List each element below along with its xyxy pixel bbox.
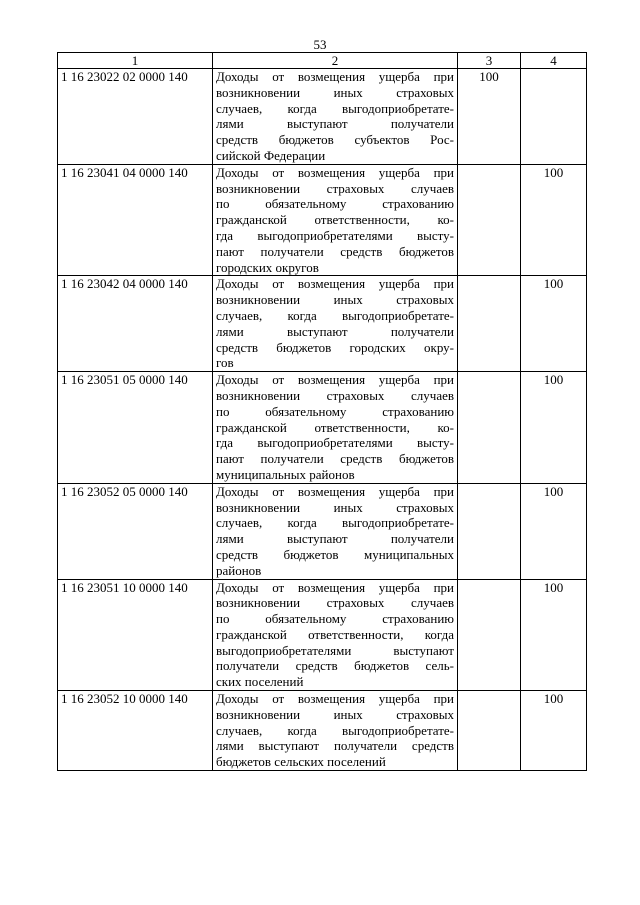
description-line: случаев, когда выгодоприобретате-	[216, 100, 454, 116]
column-header-4: 4	[521, 53, 587, 69]
description-line: муниципальных районов	[216, 466, 355, 482]
revenue-description	[213, 579, 458, 691]
description-line: гражданской ответственности, когда	[216, 626, 454, 642]
description-line: гда выгодоприобретателями высту-	[216, 227, 454, 243]
description-line: Доходы от возмещения ущерба при	[216, 579, 454, 595]
description-line: возникновении страховых случаев	[216, 595, 454, 611]
description-line: возникновении иных страховых	[216, 706, 454, 722]
description-line: пают получатели средств бюджетов	[216, 451, 454, 467]
value-col-3	[458, 164, 521, 276]
description-line: лями выступают получатели средств	[216, 738, 454, 754]
description-line: по обязательному страхованию	[216, 611, 454, 627]
description-line: Доходы от возмещения ущерба при	[216, 483, 454, 499]
description-line: возникновении иных страховых	[216, 499, 454, 515]
description-line: средств бюджетов субъектов Рос-	[216, 132, 454, 148]
revenue-code: 1 16 23042 04 0000 140	[58, 276, 213, 372]
value-col-4: 100	[521, 579, 587, 691]
column-header-2: 2	[213, 53, 458, 69]
value-col-3: 100	[458, 69, 521, 165]
description-line: возникновении страховых случаев	[216, 387, 454, 403]
description-line: по обязательному страхованию	[216, 196, 454, 212]
revenue-description	[213, 276, 458, 372]
value-col-4: 100	[521, 372, 587, 484]
revenue-description	[213, 164, 458, 276]
table-row	[58, 579, 587, 691]
description-line: возникновении страховых случаев	[216, 180, 454, 196]
revenue-codes-table	[57, 52, 587, 771]
table-row	[58, 276, 587, 372]
table-row	[58, 483, 587, 579]
revenue-description	[213, 483, 458, 579]
description-line: возникновении иных страховых	[216, 292, 454, 308]
revenue-code: 1 16 23041 04 0000 140	[58, 164, 213, 276]
value-col-4: 100	[521, 691, 587, 771]
description-line: районов	[216, 562, 262, 578]
description-line: Доходы от возмещения ущерба при	[216, 276, 454, 292]
table-row	[58, 164, 587, 276]
value-col-3	[458, 691, 521, 771]
description-line: случаев, когда выгодоприобретате-	[216, 307, 454, 323]
description-line: сийской Федерации	[216, 147, 326, 163]
description-line: средств бюджетов муниципальных	[216, 546, 454, 562]
value-col-4: 100	[521, 164, 587, 276]
header-row	[58, 53, 587, 69]
value-col-3	[458, 483, 521, 579]
description-line: городских округов	[216, 259, 319, 275]
description-line: выгодоприобретателями выступают	[216, 642, 454, 658]
description-line: получатели средств бюджетов сель-	[216, 658, 454, 674]
table-row	[58, 69, 587, 165]
column-header-1: 1	[58, 53, 213, 69]
description-line: Доходы от возмещения ущерба при	[216, 691, 454, 707]
description-line: ских поселений	[216, 674, 304, 690]
description-line: лями выступают получатели	[216, 116, 454, 132]
page-number: 53	[313, 37, 327, 52]
value-col-3	[458, 276, 521, 372]
revenue-code: 1 16 23052 05 0000 140	[58, 483, 213, 579]
description-line: гов	[216, 355, 234, 371]
table-row	[58, 691, 587, 771]
description-line: лями выступают получатели	[216, 323, 454, 339]
description-line: по обязательному страхованию	[216, 403, 454, 419]
description-line: возникновении иных страховых	[216, 84, 454, 100]
description-line: пают получатели средств бюджетов	[216, 243, 454, 259]
revenue-code: 1 16 23022 02 0000 140	[58, 69, 213, 165]
value-col-4	[521, 69, 587, 165]
revenue-description	[213, 691, 458, 771]
description-line: средств бюджетов городских окру-	[216, 339, 454, 355]
description-line: бюджетов сельских поселений	[216, 754, 386, 770]
revenue-description	[213, 372, 458, 484]
value-col-4: 100	[521, 483, 587, 579]
table-body	[58, 69, 587, 771]
description-line: случаев, когда выгодоприобретате-	[216, 722, 454, 738]
description-line: Доходы от возмещения ущерба при	[216, 372, 454, 388]
description-line: Доходы от возмещения ущерба при	[216, 164, 454, 180]
description-line: случаев, когда выгодоприобретате-	[216, 515, 454, 531]
revenue-code: 1 16 23051 05 0000 140	[58, 372, 213, 484]
value-col-3	[458, 372, 521, 484]
value-col-3	[458, 579, 521, 691]
table-row	[58, 372, 587, 484]
revenue-code: 1 16 23051 10 0000 140	[58, 579, 213, 691]
description-line: гражданской ответственности, ко-	[216, 212, 454, 228]
revenue-code: 1 16 23052 10 0000 140	[58, 691, 213, 771]
description-line: гражданской ответственности, ко-	[216, 419, 454, 435]
revenue-description	[213, 69, 458, 165]
column-header-3: 3	[458, 53, 521, 69]
description-line: гда выгодоприобретателями высту-	[216, 435, 454, 451]
value-col-4: 100	[521, 276, 587, 372]
description-line: лями выступают получатели	[216, 531, 454, 547]
description-line: Доходы от возмещения ущерба при	[216, 69, 454, 84]
